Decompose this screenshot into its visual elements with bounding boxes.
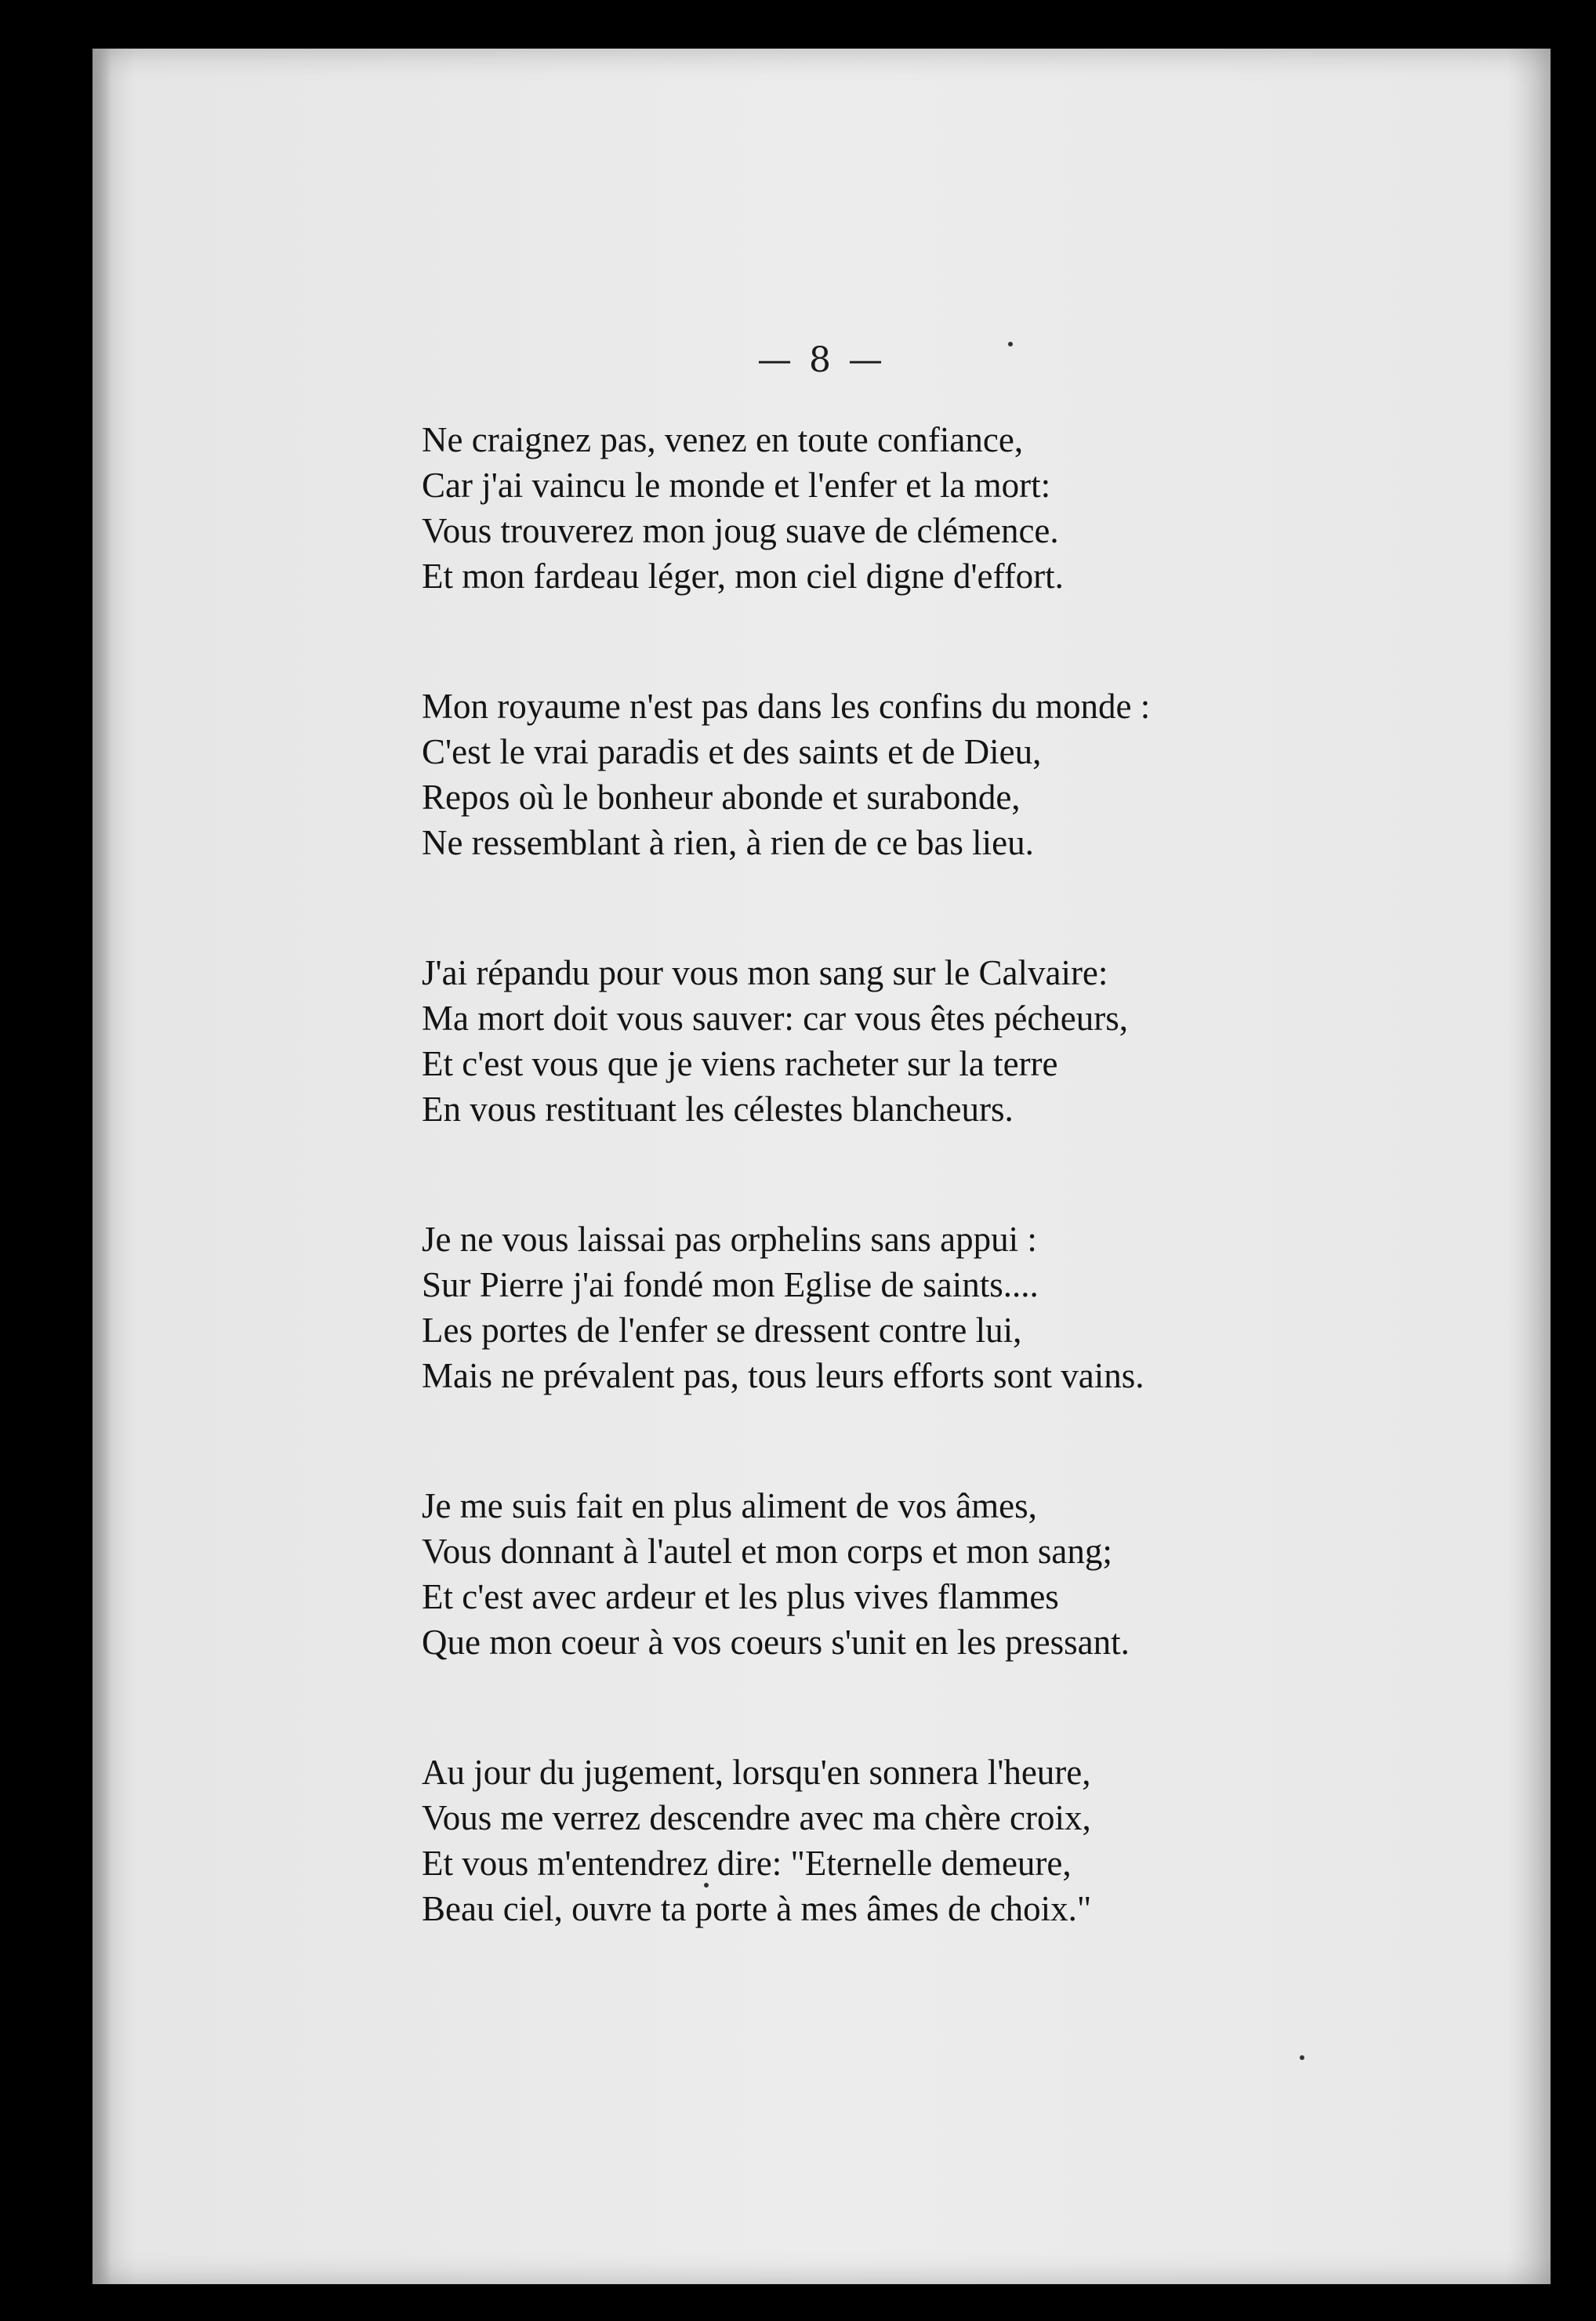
document-page (92, 49, 1551, 2284)
verse-line: Les portes de l'enfer se dressent contre lui, (422, 1311, 1022, 1350)
stanza (422, 950, 1362, 1132)
verse-line: Et c'est vous que je viens racheter sur la terre (422, 1044, 1058, 1083)
verse-line: Vous donnant à l'autel et mon corps et mon sang; (422, 1532, 1112, 1571)
verse-line: Je me suis fait en plus aliment de vos âmes, (422, 1486, 1037, 1525)
stanza (422, 417, 1362, 599)
dust-speck (704, 1883, 709, 1888)
stanza (422, 1483, 1362, 1665)
verse-line: Vous trouverez mon joug suave de clémence. (422, 511, 1059, 550)
verse-line: Que mon coeur à vos coeurs s'unit en les pressant. (422, 1623, 1130, 1662)
verse-line: Mon royaume n'est pas dans les confins du monde : (422, 687, 1151, 726)
verse-line: Car j'ai vaincu le monde et l'enfer et la mort: (422, 466, 1051, 505)
stanza (422, 1750, 1362, 1931)
verse-line: Et vous m'entendrez dire: "Eternelle demeure, (422, 1844, 1072, 1883)
stanza (422, 1217, 1362, 1398)
verse-line: Repos où le bonheur abonde et surabonde, (422, 778, 1021, 817)
stanza (422, 684, 1362, 865)
page-edge-shadow (92, 49, 111, 2284)
verse-line: En vous restituant les célestes blancheurs. (422, 1090, 1014, 1129)
page-number: — 8 — (757, 340, 886, 380)
verse-line: C'est le vrai paradis et des saints et de Dieu, (422, 732, 1042, 771)
verse-line: J'ai répandu pour vous mon sang sur le Calvaire: (422, 953, 1108, 992)
verse-line: Beau ciel, ouvre ta porte à mes âmes de choix." (422, 1889, 1092, 1928)
verse-line: Je ne vous laissai pas orphelins sans appui : (422, 1220, 1037, 1259)
verse-line: Et c'est avec ardeur et les plus vives flammes (422, 1577, 1059, 1616)
verse-line: Mais ne prévalent pas, tous leurs efforts sont vains. (422, 1356, 1144, 1395)
poem (422, 417, 1362, 1931)
verse-line: Sur Pierre j'ai fondé mon Eglise de saints.... (422, 1265, 1039, 1304)
verse-line: Vous me verrez descendre avec ma chère croix, (422, 1798, 1091, 1837)
verse-line: Au jour du jugement, lorsqu'en sonnera l'heure, (422, 1753, 1091, 1792)
dust-speck (1300, 2055, 1304, 2060)
verse-line: Ma mort doit vous sauver: car vous êtes pécheurs, (422, 999, 1129, 1038)
verse-line: Ne ressemblant à rien, à rien de ce bas lieu. (422, 823, 1034, 862)
verse-line: Et mon fardeau léger, mon ciel digne d'effort. (422, 557, 1064, 596)
dust-speck (1008, 342, 1013, 346)
verse-line: Ne craignez pas, venez en toute confiance, (422, 420, 1024, 459)
